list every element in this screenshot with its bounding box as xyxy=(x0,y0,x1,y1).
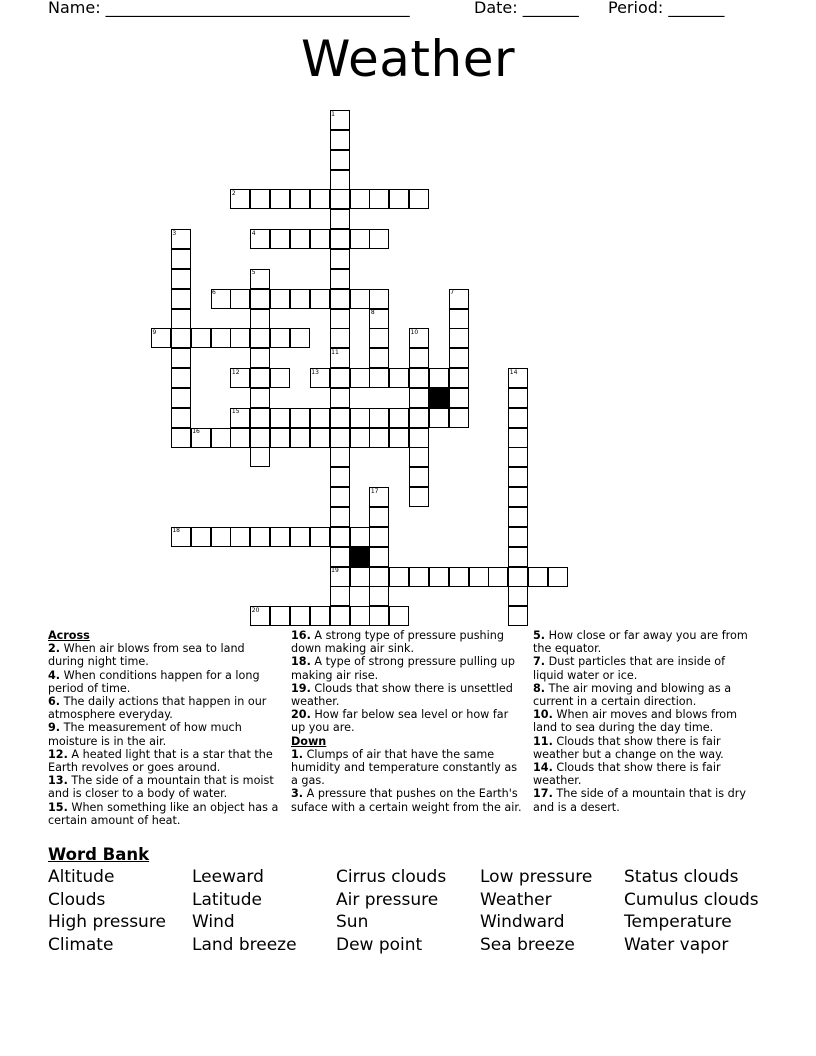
crossword-cell[interactable] xyxy=(429,368,449,388)
crossword-cell[interactable] xyxy=(171,328,191,348)
word-bank-item: Status clouds xyxy=(624,867,739,887)
clues-column-1 xyxy=(48,629,280,827)
word-bank-item: Land breeze xyxy=(192,934,297,955)
clue-down-5: 5. How close or far away you are from the equator. xyxy=(533,629,748,656)
clue-number-18: 18 xyxy=(172,527,180,535)
crossword-cell[interactable] xyxy=(270,408,290,428)
clue-across-13: 13. The side of a mountain that is moist and is closer to a body of water. xyxy=(48,774,274,801)
crossword-cell[interactable] xyxy=(409,328,429,348)
crossword-cell[interactable] xyxy=(330,249,350,269)
clue-down-1: 1. Clumps of air that have the same humidity and temperature constantly as a gas. xyxy=(291,747,518,788)
crossword-cell[interactable] xyxy=(508,428,528,448)
crossword-cell[interactable] xyxy=(330,368,350,388)
crossword-cell[interactable] xyxy=(270,328,290,348)
word-bank-item: Dew point xyxy=(336,934,423,955)
clue-number-2: 2 xyxy=(231,189,236,197)
clues-column-2 xyxy=(291,629,525,814)
crossword-cell[interactable] xyxy=(330,388,350,408)
crossword-cell[interactable] xyxy=(429,567,449,587)
clue-across-15: 15. When something like an object has a certain amount of heat. xyxy=(48,800,279,827)
crossword-cell[interactable] xyxy=(369,507,389,527)
crossword-cell[interactable] xyxy=(369,408,389,428)
crossword-cell[interactable] xyxy=(310,289,330,309)
crossword-cell[interactable] xyxy=(469,567,489,587)
clue-number-19: 19 xyxy=(331,567,339,575)
crossword-cell[interactable] xyxy=(171,309,191,329)
clue-down-8: 8. The air moving and blowing as a current in a certain direction. xyxy=(533,681,732,709)
crossword-cell[interactable] xyxy=(171,428,191,448)
crossword-cell[interactable] xyxy=(330,289,350,309)
crossword-cell[interactable] xyxy=(230,428,250,448)
crossword-cell[interactable] xyxy=(369,348,389,368)
clue-number-1: 1 xyxy=(331,110,335,118)
crossword-cell[interactable] xyxy=(409,428,429,448)
crossword-cell[interactable] xyxy=(508,606,528,626)
crossword-cell[interactable] xyxy=(171,408,191,428)
crossword-cell[interactable] xyxy=(290,289,310,309)
crossword-cell[interactable] xyxy=(310,606,330,626)
crossword-cell[interactable] xyxy=(409,567,429,587)
crossword-cell[interactable] xyxy=(250,408,270,428)
crossword-cell[interactable] xyxy=(191,428,211,448)
word-bank-item: Altitude xyxy=(48,867,115,887)
crossword-cell[interactable] xyxy=(449,368,469,388)
crossword-cell[interactable] xyxy=(528,567,548,587)
page-title: Weather xyxy=(300,30,516,88)
crossword-cell[interactable] xyxy=(508,527,528,547)
name-field[interactable]: Name: ______________________________________ xyxy=(48,0,410,17)
word-bank-item: Temperature xyxy=(624,912,732,933)
crossword-cell[interactable] xyxy=(230,328,250,348)
crossword-cell[interactable] xyxy=(330,606,350,626)
clue-number-3: 3 xyxy=(172,229,177,237)
crossword-cell[interactable] xyxy=(389,368,409,388)
word-bank-item: Sea breeze xyxy=(480,934,575,955)
word-bank-item: Leeward xyxy=(192,867,264,887)
crossword-cell[interactable] xyxy=(449,567,469,587)
crossword-cell[interactable] xyxy=(270,368,290,388)
crossword-cell[interactable] xyxy=(330,487,350,507)
crossword-cell[interactable] xyxy=(389,606,409,626)
crossword-cell[interactable] xyxy=(330,586,350,606)
crossword-cell[interactable] xyxy=(290,189,310,209)
crossword-cell[interactable] xyxy=(330,408,350,428)
crossword-black-cell xyxy=(350,547,370,567)
word-bank-item: Clouds xyxy=(48,889,106,910)
crossword-cell[interactable] xyxy=(369,567,389,587)
crossword-cell[interactable] xyxy=(270,229,290,249)
crossword-cell[interactable] xyxy=(290,328,310,348)
crossword-cell[interactable] xyxy=(350,368,370,388)
crossword-cell[interactable] xyxy=(250,269,270,289)
crossword-cell[interactable] xyxy=(171,289,191,309)
crossword-cell[interactable] xyxy=(230,189,250,209)
word-bank-item: Weather xyxy=(480,889,552,910)
crossword-cell[interactable] xyxy=(310,428,330,448)
crossword-cell[interactable] xyxy=(171,269,191,289)
crossword-cell[interactable] xyxy=(508,447,528,467)
crossword-cell[interactable] xyxy=(250,229,270,249)
crossword-cell[interactable] xyxy=(429,408,449,428)
header xyxy=(48,0,768,20)
clue-across-19: 19. Clouds that show there is unsettled weather. xyxy=(291,681,513,709)
clue-across-16: 16. A strong type of pressure pushing down making air sink. xyxy=(291,629,504,656)
crossword-cell[interactable] xyxy=(270,289,290,309)
crossword-cell[interactable] xyxy=(389,567,409,587)
clue-down-10: 10. When air moves and blows from land to sea during the day time. xyxy=(533,708,738,735)
crossword-cell[interactable] xyxy=(330,130,350,150)
word-bank-title: Word Bank xyxy=(48,845,150,864)
word-bank-item: Wind xyxy=(192,912,235,933)
crossword-cell[interactable] xyxy=(211,328,231,348)
crossword-cell[interactable] xyxy=(330,328,350,348)
crossword-cell[interactable] xyxy=(230,527,250,547)
crossword-cell[interactable] xyxy=(508,547,528,567)
crossword-cell[interactable] xyxy=(350,606,370,626)
crossword-cell[interactable] xyxy=(330,110,350,130)
crossword-cell[interactable] xyxy=(290,229,310,249)
crossword-cell[interactable] xyxy=(409,189,429,209)
crossword-cell[interactable] xyxy=(409,487,429,507)
crossword-cell[interactable] xyxy=(508,586,528,606)
crossword-cell[interactable] xyxy=(449,289,469,309)
word-bank-item: Latitude xyxy=(192,889,262,910)
crossword-cell[interactable] xyxy=(508,567,528,587)
crossword-cell[interactable] xyxy=(330,507,350,527)
word-bank-item: Cumulus clouds xyxy=(624,889,759,910)
crossword-cell[interactable] xyxy=(330,467,350,487)
crossword-cell[interactable] xyxy=(270,189,290,209)
clue-across-18: 18. A type of strong pressure pulling up making air rise. xyxy=(291,655,515,682)
clue-down-14: 14. Clouds that show there is fair weather. xyxy=(533,761,721,788)
crossword-cell[interactable] xyxy=(548,567,568,587)
crossword-cell[interactable] xyxy=(250,447,270,467)
word-bank-item: Climate xyxy=(48,934,114,955)
crossword-cell[interactable] xyxy=(508,388,528,408)
crossword-cell[interactable] xyxy=(230,368,250,388)
crossword-cell[interactable] xyxy=(191,527,211,547)
clue-across-4: 4. When conditions happen for a long period of time. xyxy=(48,668,260,695)
crossword-cell[interactable] xyxy=(250,289,270,309)
clue-down-7: 7. Dust particles that are inside of liquid water or ice. xyxy=(533,655,726,682)
crossword-cell[interactable] xyxy=(250,527,270,547)
crossword-cell[interactable] xyxy=(409,388,429,408)
crossword-cell[interactable] xyxy=(310,368,330,388)
crossword-cell[interactable] xyxy=(409,408,429,428)
crossword-cell[interactable] xyxy=(449,408,469,428)
crossword-cell[interactable] xyxy=(211,527,231,547)
crossword-cell[interactable] xyxy=(171,348,191,368)
crossword-cell[interactable] xyxy=(330,527,350,547)
crossword-cell[interactable] xyxy=(350,229,370,249)
crossword-cell[interactable] xyxy=(369,328,389,348)
crossword-cell[interactable] xyxy=(369,289,389,309)
clue-number-16: 16 xyxy=(192,428,200,436)
clue-number-11: 11 xyxy=(331,348,339,356)
crossword-cell[interactable] xyxy=(290,527,310,547)
crossword-cell[interactable] xyxy=(171,249,191,269)
crossword-cell[interactable] xyxy=(330,547,350,567)
crossword-cell[interactable] xyxy=(330,567,350,587)
clue-number-9: 9 xyxy=(152,328,157,336)
crossword-cell[interactable] xyxy=(369,428,389,448)
crossword-cell[interactable] xyxy=(310,229,330,249)
crossword-cell[interactable] xyxy=(230,289,250,309)
clue-number-6: 6 xyxy=(212,289,216,297)
crossword-cell[interactable] xyxy=(369,606,389,626)
crossword-cell[interactable] xyxy=(369,368,389,388)
crossword-cell[interactable] xyxy=(389,189,409,209)
crossword-cell[interactable] xyxy=(409,368,429,388)
clue-down-3: 3. A pressure that pushes on the Earth's suface with a certain weight from the air. xyxy=(291,787,522,814)
down-heading: Down xyxy=(291,734,327,748)
period-field[interactable]: Period: _______ xyxy=(608,0,725,17)
crossword-cell[interactable] xyxy=(350,567,370,587)
clue-number-15: 15 xyxy=(231,408,240,416)
crossword-cell[interactable] xyxy=(369,586,389,606)
clue-across-12: 12. A heated light that is a star that the Earth revolves or goes around. xyxy=(48,747,273,775)
word-bank-item: Sun xyxy=(336,912,369,933)
crossword-cell[interactable] xyxy=(369,487,389,507)
date-field[interactable]: Date: _______ xyxy=(474,0,579,17)
clue-number-7: 7 xyxy=(450,289,455,297)
crossword-black-cell xyxy=(429,388,449,408)
crossword-cell[interactable] xyxy=(330,269,350,289)
word-bank-item: High pressure xyxy=(48,912,166,933)
crossword-cell[interactable] xyxy=(409,447,429,467)
word-bank-item: Cirrus clouds xyxy=(336,867,447,887)
crossword-cell[interactable] xyxy=(508,408,528,428)
crossword-cell[interactable] xyxy=(250,348,270,368)
clue-number-13: 13 xyxy=(311,368,319,376)
word-bank-item: Water vapor xyxy=(624,934,729,955)
clue-across-9: 9. The measurement of how much moisture is in the air. xyxy=(48,721,242,748)
crossword-cell[interactable] xyxy=(250,328,270,348)
crossword-cell[interactable] xyxy=(350,289,370,309)
clue-number-10: 10 xyxy=(410,328,419,336)
clue-across-20: 20. How far below sea level or how far up you are. xyxy=(291,708,509,735)
crossword-cell[interactable] xyxy=(250,606,270,626)
crossword-cell[interactable] xyxy=(330,229,350,249)
crossword-cell[interactable] xyxy=(250,189,270,209)
crossword-cell[interactable] xyxy=(449,348,469,368)
crossword-cell[interactable] xyxy=(270,527,290,547)
clue-number-17: 17 xyxy=(370,487,379,495)
clue-number-4: 4 xyxy=(251,229,256,237)
crossword-cell[interactable] xyxy=(171,229,191,249)
crossword-cell[interactable] xyxy=(409,348,429,368)
crossword-cell[interactable] xyxy=(290,606,310,626)
clue-number-14: 14 xyxy=(509,368,518,376)
clue-across-6: 6. The daily actions that happen in our atmosphere everyday. xyxy=(48,695,267,722)
crossword-cell[interactable] xyxy=(369,309,389,329)
crossword-cell[interactable] xyxy=(211,428,231,448)
clue-number-20: 20 xyxy=(251,606,260,614)
crossword-cell[interactable] xyxy=(171,368,191,388)
crossword-cell[interactable] xyxy=(449,309,469,329)
crossword-cell[interactable] xyxy=(508,487,528,507)
crossword-cell[interactable] xyxy=(250,368,270,388)
crossword-cell[interactable] xyxy=(250,428,270,448)
crossword-cell[interactable] xyxy=(211,289,231,309)
crossword-cell[interactable] xyxy=(330,447,350,467)
crossword-cell[interactable] xyxy=(330,189,350,209)
crossword-cell[interactable] xyxy=(330,348,350,368)
crossword-cell[interactable] xyxy=(171,527,191,547)
crossword-cell[interactable] xyxy=(250,309,270,329)
crossword-cell[interactable] xyxy=(389,428,409,448)
crossword-cell[interactable] xyxy=(310,527,330,547)
crossword-cell[interactable] xyxy=(171,388,191,408)
word-bank-item: Windward xyxy=(480,912,565,933)
crossword-cell[interactable] xyxy=(151,328,171,348)
crossword-cell[interactable] xyxy=(350,408,370,428)
crossword-cell[interactable] xyxy=(350,527,370,547)
crossword-cell[interactable] xyxy=(330,428,350,448)
crossword-cell[interactable] xyxy=(330,170,350,190)
crossword-cell[interactable] xyxy=(508,507,528,527)
crossword-cell[interactable] xyxy=(369,527,389,547)
crossword-cell[interactable] xyxy=(290,408,310,428)
crossword-cell[interactable] xyxy=(389,408,409,428)
clues-column-3 xyxy=(533,629,758,814)
crossword-cell[interactable] xyxy=(250,388,270,408)
crossword-cell[interactable] xyxy=(350,189,370,209)
crossword-cell[interactable] xyxy=(310,408,330,428)
crossword-cell[interactable] xyxy=(369,547,389,567)
clue-down-17: 17. The side of a mountain that is dry and is a desert. xyxy=(533,787,746,814)
crossword-cell[interactable] xyxy=(330,309,350,329)
crossword-cell[interactable] xyxy=(330,150,350,170)
across-heading: Across xyxy=(48,629,90,642)
crossword-cell[interactable] xyxy=(449,388,469,408)
clue-number-8: 8 xyxy=(370,309,375,316)
crossword-cell[interactable] xyxy=(350,428,370,448)
clue-down-11: 11. Clouds that show there is fair weather but a change on the way. xyxy=(533,734,724,761)
crossword-cell[interactable] xyxy=(230,408,250,428)
crossword-cell[interactable] xyxy=(310,189,330,209)
word-bank-item: Low pressure xyxy=(480,867,593,887)
crossword-cell[interactable] xyxy=(191,328,211,348)
clue-number-5: 5 xyxy=(251,269,256,277)
crossword-cell[interactable] xyxy=(290,428,310,448)
clue-number-12: 12 xyxy=(231,368,240,376)
word-bank-item: Air pressure xyxy=(336,889,439,910)
crossword-cell[interactable] xyxy=(409,467,429,487)
crossword-cell[interactable] xyxy=(508,467,528,487)
crossword-cell[interactable] xyxy=(488,567,508,587)
clue-across-2: 2. When air blows from sea to land during night time. xyxy=(48,642,245,669)
crossword-cell[interactable] xyxy=(270,428,290,448)
crossword-cell[interactable] xyxy=(330,209,350,229)
crossword-cell[interactable] xyxy=(369,189,389,209)
crossword-cell[interactable] xyxy=(270,606,290,626)
crossword-cell[interactable] xyxy=(449,328,469,348)
crossword-cell[interactable] xyxy=(369,229,389,249)
crossword-cell[interactable] xyxy=(508,368,528,388)
